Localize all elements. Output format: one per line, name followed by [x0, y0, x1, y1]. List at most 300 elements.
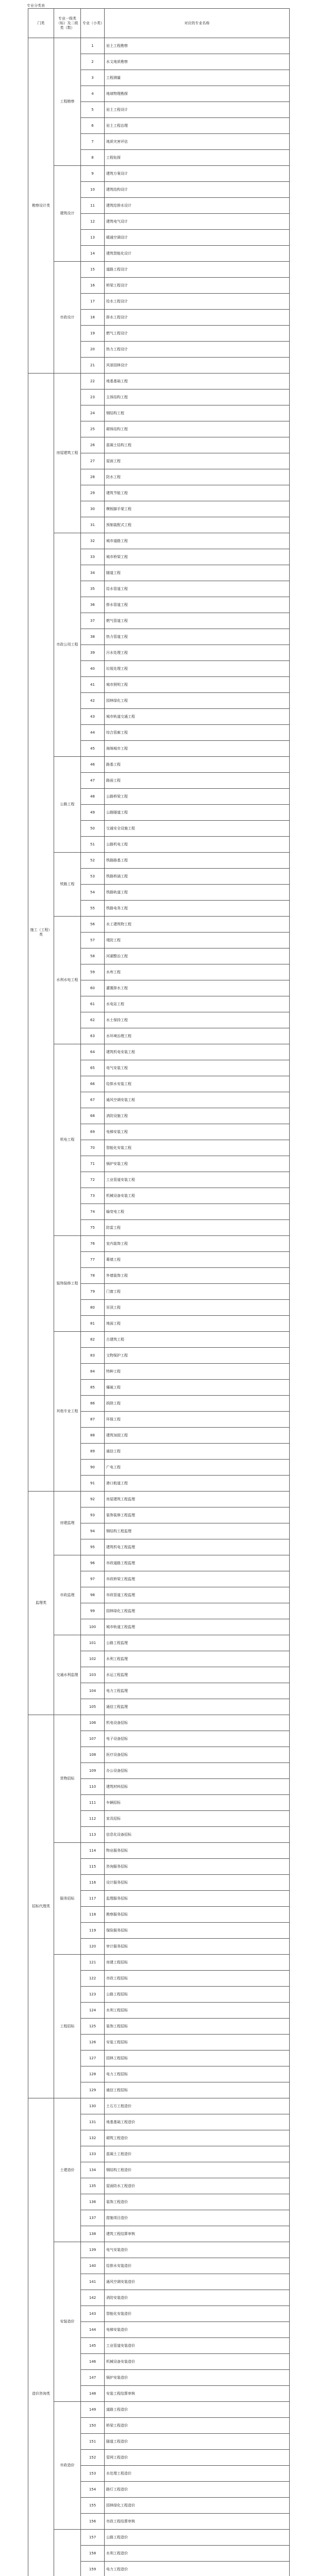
subclass-code-cell: 64 [81, 1044, 105, 1060]
subclass-code-cell: 6 [81, 118, 105, 134]
subclass-code-cell: 53 [81, 869, 105, 885]
specialty-name-cell: 城市桥梁工程 [105, 549, 290, 565]
specialty-table [28, 8, 290, 2576]
subclass-code-cell: 120 [81, 1939, 105, 1955]
specialty-name-cell: 公路工程监理 [105, 1635, 290, 1651]
table-caption: 专业分类表 [27, 4, 45, 8]
subclass-code-cell: 19 [81, 326, 105, 342]
subclass-code-cell: 70 [81, 1140, 105, 1156]
first-level-cell [54, 2530, 81, 2576]
subclass-code-cell: 47 [81, 773, 105, 789]
subclass-code-cell: 121 [81, 1955, 105, 1971]
table-row [28, 2530, 290, 2546]
specialty-name-cell: 建筑机电工程监理 [105, 1539, 290, 1555]
specialty-name-cell: 锅炉安装工程 [105, 1156, 290, 1172]
subclass-code-cell: 58 [81, 948, 105, 964]
first-level-cell: 房建监理 [54, 1492, 81, 1555]
subclass-code-cell: 99 [81, 1603, 105, 1619]
subclass-code-cell: 143 [81, 2306, 105, 2322]
specialty-name-cell: 地球物理勘探 [105, 86, 290, 102]
specialty-name-cell: 防雷工程 [105, 1220, 290, 1236]
subclass-code-cell: 93 [81, 1507, 105, 1523]
first-level-cell: 工程招标 [54, 1955, 81, 2098]
subclass-code-cell: 111 [81, 1795, 105, 1811]
specialty-name-cell: 水利工程监理 [105, 1651, 290, 1667]
subclass-code-cell: 77 [81, 1252, 105, 1268]
subclass-code-cell: 138 [81, 2226, 105, 2242]
specialty-name-cell: 公路隧道工程 [105, 805, 290, 821]
subclass-code-cell: 159 [81, 2562, 105, 2576]
subclass-code-cell: 94 [81, 1523, 105, 1539]
specialty-name-cell: 热力工程设计 [105, 342, 290, 358]
specialty-name-cell: 屋面工程 [105, 453, 290, 469]
subclass-code-cell: 26 [81, 437, 105, 453]
specialty-name-cell: 医疗设备招标 [105, 1747, 290, 1763]
specialty-name-cell: 外墙装饰工程 [105, 1268, 290, 1284]
specialty-name-cell: 给排水安装工程 [105, 1076, 290, 1092]
subclass-code-cell: 41 [81, 677, 105, 693]
specialty-name-cell: 水利工程造价 [105, 2546, 290, 2562]
first-level-cell: 公路工程 [54, 757, 81, 853]
subclass-code-cell: 116 [81, 1875, 105, 1891]
specialty-name-cell: 室内装饰工程 [105, 1236, 290, 1252]
specialty-name-cell: 预制装配式工程 [105, 517, 290, 533]
subclass-code-cell: 145 [81, 2338, 105, 2354]
subclass-code-cell: 15 [81, 262, 105, 278]
header-subclass: 专业（小类） [81, 9, 105, 38]
subclass-code-cell: 122 [81, 1971, 105, 1987]
subclass-code-cell: 148 [81, 2386, 105, 2402]
first-level-cell: 市政公用工程 [54, 533, 81, 757]
category-cell: 施工（工程）类 [28, 374, 54, 1492]
table-row [28, 1715, 290, 1731]
specialty-name-cell: 电子设备招标 [105, 1731, 290, 1747]
subclass-code-cell: 31 [81, 517, 105, 533]
table-row [28, 374, 290, 389]
subclass-code-cell: 48 [81, 789, 105, 805]
table-row [28, 2098, 290, 2114]
specialty-name-cell: 勘察服务招标 [105, 1907, 290, 1923]
first-level-cell: 土建造价 [54, 2098, 81, 2242]
subclass-code-cell: 56 [81, 917, 105, 933]
specialty-name-cell: 排水工程设计 [105, 310, 290, 326]
specialty-name-cell: 房屋建筑工程监理 [105, 1492, 290, 1507]
subclass-code-cell: 117 [81, 1891, 105, 1907]
subclass-code-cell: 1 [81, 38, 105, 54]
subclass-code-cell: 55 [81, 901, 105, 917]
subclass-code-cell: 87 [81, 1412, 105, 1428]
specialty-name-cell: 风景园林设计 [105, 358, 290, 374]
subclass-code-cell: 82 [81, 1332, 105, 1348]
table-row [28, 853, 290, 869]
table-row [28, 1635, 290, 1651]
specialty-name-cell: 建筑结构设计 [105, 182, 290, 198]
specialty-name-cell: 装饰工程造价 [105, 2194, 290, 2210]
specialty-name-cell: 给水管道工程 [105, 581, 290, 597]
specialty-name-cell: 消防安装造价 [105, 2290, 290, 2306]
subclass-code-cell: 107 [81, 1731, 105, 1747]
specialty-name-cell: 保险服务招标 [105, 1923, 290, 1939]
subclass-code-cell: 90 [81, 1460, 105, 1476]
specialty-name-cell: 安装工程结算审核 [105, 2386, 290, 2402]
subclass-code-cell: 113 [81, 1827, 105, 1843]
table-row [28, 38, 290, 54]
specialty-name-cell: 砌体结构工程 [105, 421, 290, 437]
specialty-name-cell: 措施项目造价 [105, 2210, 290, 2226]
specialty-name-cell: 物业服务招标 [105, 1843, 290, 1859]
first-level-cell: 交通水利监理 [54, 1635, 81, 1715]
specialty-name-cell: 公路工程招标 [105, 1987, 290, 2003]
subclass-code-cell: 54 [81, 885, 105, 901]
subclass-code-cell: 150 [81, 2418, 105, 2434]
subclass-code-cell: 137 [81, 2210, 105, 2226]
specialty-name-cell: 水利工程招标 [105, 2003, 290, 2019]
specialty-name-cell: 审计服务招标 [105, 1939, 290, 1955]
specialty-name-cell: 城市轨道交通工程 [105, 709, 290, 725]
subclass-code-cell: 92 [81, 1492, 105, 1507]
subclass-code-cell: 81 [81, 1316, 105, 1332]
specialty-name-cell: 岩土工程设计 [105, 102, 290, 118]
subclass-code-cell: 85 [81, 1380, 105, 1396]
specialty-name-cell: 咨询服务招标 [105, 1859, 290, 1875]
specialty-name-cell: 园林绿化工程监理 [105, 1603, 290, 1619]
subclass-code-cell: 108 [81, 1747, 105, 1763]
specialty-name-cell: 幕墙工程 [105, 1252, 290, 1268]
subclass-code-cell: 123 [81, 1987, 105, 2003]
table-body [28, 38, 290, 2576]
subclass-code-cell: 97 [81, 1571, 105, 1587]
specialty-name-cell: 特种工程 [105, 1364, 290, 1380]
first-level-cell: 安装造价 [54, 2242, 81, 2402]
specialty-name-cell: 市政道路工程监理 [105, 1555, 290, 1571]
table-row [28, 1555, 290, 1571]
specialty-name-cell: 环保工程 [105, 1412, 290, 1428]
specialty-name-cell: 铁路电务工程 [105, 901, 290, 917]
first-level-cell: 市政设计 [54, 262, 81, 374]
specialty-name-cell: 智能化安装工程 [105, 1140, 290, 1156]
subclass-code-cell: 146 [81, 2354, 105, 2370]
subclass-code-cell: 37 [81, 613, 105, 629]
subclass-code-cell: 60 [81, 980, 105, 996]
specialty-name-cell: 车辆招标 [105, 1795, 290, 1811]
specialty-name-cell: 道路工程造价 [105, 2402, 290, 2418]
specialty-name-cell: 土石方工程造价 [105, 2098, 290, 2114]
specialty-name-cell: 模板脚手架工程 [105, 501, 290, 517]
subclass-code-cell: 75 [81, 1220, 105, 1236]
specialty-name-cell: 工业管道安装造价 [105, 2338, 290, 2354]
specialty-name-cell: 交通安全设施工程 [105, 821, 290, 837]
subclass-code-cell: 141 [81, 2274, 105, 2290]
subclass-code-cell: 106 [81, 1715, 105, 1731]
subclass-code-cell: 20 [81, 342, 105, 358]
subclass-code-cell: 78 [81, 1268, 105, 1284]
specialty-name-cell: 水库工程 [105, 964, 290, 980]
subclass-code-cell: 76 [81, 1236, 105, 1252]
category-cell: 监理类 [28, 1492, 54, 1715]
first-level-cell: 铁路工程 [54, 853, 81, 917]
first-level-cell: 水利水电工程 [54, 917, 81, 1044]
subclass-code-cell: 155 [81, 2498, 105, 2514]
subclass-code-cell: 152 [81, 2450, 105, 2466]
specialty-name-cell: 堤防工程 [105, 933, 290, 948]
specialty-name-cell: 机械设备安装工程 [105, 1188, 290, 1204]
specialty-name-cell: 水处理工程造价 [105, 2466, 290, 2482]
specialty-name-cell: 电力工程造价 [105, 2562, 290, 2576]
subclass-code-cell: 9 [81, 166, 105, 182]
subclass-code-cell: 38 [81, 629, 105, 645]
specialty-name-cell: 钢结构工程造价 [105, 2162, 290, 2178]
subclass-code-cell: 62 [81, 1012, 105, 1028]
subclass-code-cell: 28 [81, 469, 105, 485]
specialty-name-cell: 电梯安装工程 [105, 1124, 290, 1140]
subclass-code-cell: 134 [81, 2162, 105, 2178]
table-row [28, 2242, 290, 2258]
specialty-name-cell: 广电工程 [105, 1460, 290, 1476]
first-level-cell: 建筑设计 [54, 166, 81, 262]
subclass-code-cell: 86 [81, 1396, 105, 1412]
specialty-name-cell: 热力管道工程 [105, 629, 290, 645]
subclass-code-cell: 32 [81, 533, 105, 549]
subclass-code-cell: 42 [81, 693, 105, 709]
specialty-name-cell: 古建筑工程 [105, 1332, 290, 1348]
subclass-code-cell: 119 [81, 1923, 105, 1939]
subclass-code-cell: 2 [81, 54, 105, 70]
subclass-code-cell: 88 [81, 1428, 105, 1444]
specialty-name-cell: 园林绿化工程 [105, 693, 290, 709]
first-level-cell: 装饰装修工程 [54, 1236, 81, 1332]
specialty-name-cell: 综合管廊工程 [105, 725, 290, 741]
subclass-code-cell: 3 [81, 70, 105, 86]
subclass-code-cell: 89 [81, 1444, 105, 1460]
specialty-name-cell: 污水处理工程 [105, 645, 290, 661]
specialty-name-cell: 工程测量 [105, 70, 290, 86]
subclass-code-cell: 67 [81, 1092, 105, 1108]
specialty-name-cell: 电力工程监理 [105, 1683, 290, 1699]
specialty-name-cell: 文物保护工程 [105, 1348, 290, 1364]
subclass-code-cell: 98 [81, 1587, 105, 1603]
specialty-name-cell: 给排水安装造价 [105, 2258, 290, 2274]
table-row [28, 917, 290, 933]
subclass-code-cell: 36 [81, 597, 105, 613]
specialty-name-cell: 公路工程造价 [105, 2530, 290, 2546]
subclass-code-cell: 128 [81, 2066, 105, 2082]
category-cell: 造价咨询类 [28, 2098, 54, 2576]
subclass-code-cell: 30 [81, 501, 105, 517]
subclass-code-cell: 71 [81, 1156, 105, 1172]
specialty-name-cell: 园林工程招标 [105, 2050, 290, 2066]
specialty-name-cell: 通风空调安装造价 [105, 2274, 290, 2290]
specialty-name-cell: 工业管道安装工程 [105, 1172, 290, 1188]
specialty-name-cell: 拆除工程 [105, 1396, 290, 1412]
specialty-name-cell: 水电站工程 [105, 996, 290, 1012]
subclass-code-cell: 34 [81, 565, 105, 581]
subclass-code-cell: 52 [81, 853, 105, 869]
specialty-name-cell: 爆破工程 [105, 1380, 290, 1396]
subclass-code-cell: 21 [81, 358, 105, 374]
specialty-name-cell: 建筑智能化设计 [105, 246, 290, 262]
specialty-name-cell: 水工建筑物工程 [105, 917, 290, 933]
subclass-code-cell: 156 [81, 2514, 105, 2530]
subclass-code-cell: 66 [81, 1076, 105, 1092]
subclass-code-cell: 110 [81, 1779, 105, 1795]
specialty-name-cell: 电梯安装造价 [105, 2322, 290, 2338]
specialty-name-cell: 房建工程招标 [105, 1955, 290, 1971]
category-cell: 勘察设计类 [28, 38, 54, 374]
subclass-code-cell: 10 [81, 182, 105, 198]
specialty-name-cell: 建筑加固工程 [105, 1428, 290, 1444]
subclass-code-cell: 4 [81, 86, 105, 102]
specialty-name-cell: 地基基础工程造价 [105, 2114, 290, 2130]
specialty-name-cell: 灌溉排水工程 [105, 980, 290, 996]
subclass-code-cell: 83 [81, 1348, 105, 1364]
subclass-code-cell: 131 [81, 2114, 105, 2130]
specialty-name-cell: 桥梁工程设计 [105, 278, 290, 294]
specialty-name-cell: 排水管道工程 [105, 597, 290, 613]
specialty-name-cell: 城市照明工程 [105, 677, 290, 693]
specialty-name-cell: 家具招标 [105, 1811, 290, 1827]
first-level-cell: 市政监理 [54, 1555, 81, 1635]
specialty-name-cell: 给水工程设计 [105, 294, 290, 310]
specialty-name-cell: 设计服务招标 [105, 1875, 290, 1891]
subclass-code-cell: 51 [81, 837, 105, 853]
specialty-name-cell: 建筑材料招标 [105, 1779, 290, 1795]
subclass-code-cell: 12 [81, 214, 105, 230]
subclass-code-cell: 25 [81, 421, 105, 437]
specialty-name-cell: 港口航道工程 [105, 1476, 290, 1492]
subclass-code-cell: 100 [81, 1619, 105, 1635]
subclass-code-cell: 17 [81, 294, 105, 310]
specialty-name-cell: 水土保持工程 [105, 1012, 290, 1028]
subclass-code-cell: 18 [81, 310, 105, 326]
subclass-code-cell: 158 [81, 2546, 105, 2562]
subclass-code-cell: 104 [81, 1683, 105, 1699]
subclass-code-cell: 103 [81, 1667, 105, 1683]
subclass-code-cell: 149 [81, 2402, 105, 2418]
specialty-name-cell: 建筑机电安装工程 [105, 1044, 290, 1060]
first-level-cell: 服务招标 [54, 1843, 81, 1955]
specialty-name-cell: 钢结构工程 [105, 405, 290, 421]
subclass-code-cell: 126 [81, 2035, 105, 2050]
subclass-code-cell: 80 [81, 1300, 105, 1316]
specialty-name-cell: 市政桥梁工程监理 [105, 1571, 290, 1587]
table-row [28, 1332, 290, 1348]
specialty-name-cell: 铁路桥涵工程 [105, 869, 290, 885]
header-category: 门类 [28, 9, 54, 38]
subclass-code-cell: 109 [81, 1763, 105, 1779]
subclass-code-cell: 65 [81, 1060, 105, 1076]
specialty-name-cell: 海绵城市工程 [105, 741, 290, 757]
specialty-name-cell: 燃气工程设计 [105, 326, 290, 342]
specialty-name-cell: 水环境治理工程 [105, 1028, 290, 1044]
table-row [28, 166, 290, 182]
table-row [28, 1843, 290, 1859]
subclass-code-cell: 46 [81, 757, 105, 773]
specialty-name-cell: 河湖整治工程 [105, 948, 290, 964]
subclass-code-cell: 7 [81, 134, 105, 150]
specialty-name-cell: 燃气管道工程 [105, 613, 290, 629]
specialty-name-cell: 建筑方案设计 [105, 166, 290, 182]
table-row [28, 2402, 290, 2418]
subclass-code-cell: 130 [81, 2098, 105, 2114]
specialty-name-cell: 地质灾害评估 [105, 134, 290, 150]
specialty-name-cell: 暖通空调设计 [105, 230, 290, 246]
subclass-code-cell: 84 [81, 1364, 105, 1380]
subclass-code-cell: 95 [81, 1539, 105, 1555]
subclass-code-cell: 96 [81, 1555, 105, 1571]
category-cell: 招标代理类 [28, 1715, 54, 2098]
subclass-code-cell: 69 [81, 1124, 105, 1140]
subclass-code-cell: 44 [81, 725, 105, 741]
table-row [28, 533, 290, 549]
subclass-code-cell: 105 [81, 1699, 105, 1715]
subclass-code-cell: 14 [81, 246, 105, 262]
specialty-name-cell: 混凝土工程造价 [105, 2146, 290, 2162]
subclass-code-cell: 133 [81, 2146, 105, 2162]
subclass-code-cell: 13 [81, 230, 105, 246]
specialty-name-cell: 安装工程招标 [105, 2035, 290, 2050]
first-level-cell: 工程勘察 [54, 38, 81, 166]
subclass-code-cell: 115 [81, 1859, 105, 1875]
subclass-code-cell: 140 [81, 2258, 105, 2274]
subclass-code-cell: 11 [81, 198, 105, 214]
header-specialty-name: 对应的专业名称 [105, 9, 290, 38]
specialty-name-cell: 市政工程招标 [105, 1971, 290, 1987]
first-level-cell: 房屋建筑工程 [54, 374, 81, 533]
subclass-code-cell: 40 [81, 661, 105, 677]
subclass-code-cell: 68 [81, 1108, 105, 1124]
first-level-cell: 市政造价 [54, 2402, 81, 2530]
subclass-code-cell: 43 [81, 709, 105, 725]
specialty-name-cell: 地基基础工程 [105, 374, 290, 389]
specialty-name-cell: 钢结构工程监理 [105, 1523, 290, 1539]
specialty-name-cell: 输变电工程 [105, 1204, 290, 1220]
specialty-name-cell: 铁路轨道工程 [105, 885, 290, 901]
subclass-code-cell: 23 [81, 389, 105, 405]
subclass-code-cell: 139 [81, 2242, 105, 2258]
specialty-name-cell: 防水工程 [105, 469, 290, 485]
specialty-name-cell: 装饰装修工程监理 [105, 1507, 290, 1523]
subclass-code-cell: 136 [81, 2194, 105, 2210]
specialty-name-cell: 门窗工程 [105, 1284, 290, 1300]
subclass-code-cell: 61 [81, 996, 105, 1012]
specialty-name-cell: 通信工程监理 [105, 1699, 290, 1715]
table-header-row [28, 9, 290, 38]
subclass-code-cell: 129 [81, 2082, 105, 2098]
specialty-name-cell: 通风空调安装工程 [105, 1092, 290, 1108]
specialty-name-cell: 隧道工程造价 [105, 2434, 290, 2450]
table-row [28, 262, 290, 278]
subclass-code-cell: 24 [81, 405, 105, 421]
specialty-name-cell: 通信工程 [105, 1444, 290, 1460]
specialty-name-cell: 公路机电工程 [105, 837, 290, 853]
subclass-code-cell: 124 [81, 2003, 105, 2019]
specialty-name-cell: 市政工程结算审核 [105, 2514, 290, 2530]
first-level-cell: 货物招标 [54, 1715, 81, 1843]
subclass-code-cell: 72 [81, 1172, 105, 1188]
subclass-code-cell: 153 [81, 2466, 105, 2482]
specialty-name-cell: 管网工程造价 [105, 2450, 290, 2466]
table-row [28, 1236, 290, 1252]
subclass-code-cell: 59 [81, 964, 105, 980]
specialty-name-cell: 建筑电气设计 [105, 214, 290, 230]
subclass-code-cell: 118 [81, 1907, 105, 1923]
specialty-name-cell: 公路桥梁工程 [105, 789, 290, 805]
subclass-code-cell: 27 [81, 453, 105, 469]
subclass-code-cell: 135 [81, 2178, 105, 2194]
subclass-code-cell: 22 [81, 374, 105, 389]
subclass-code-cell: 101 [81, 1635, 105, 1651]
specialty-name-cell: 铁路路基工程 [105, 853, 290, 869]
